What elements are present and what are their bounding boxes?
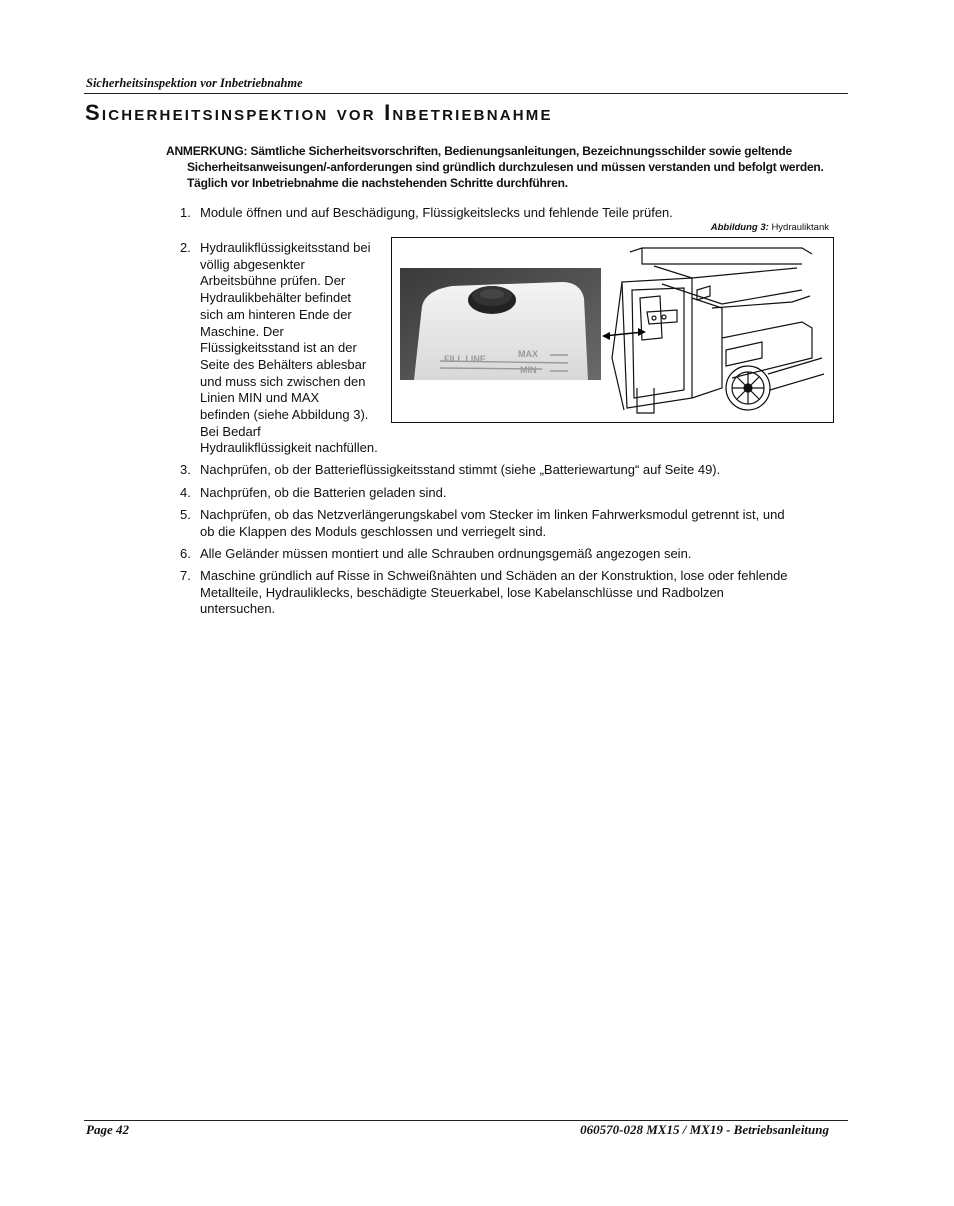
step-number: 5. [180, 507, 191, 522]
step-text: Nachprüfen, ob das Netzverlängerungskabel vom Stecker im linken Fahrwerksmodul getrennt ist, und ob die Klappen des Moduls geschlossen und verriegelt sind. [200, 507, 785, 539]
footer-rule [84, 1120, 848, 1121]
min-label: MIN [520, 365, 537, 375]
section-title: Sicherheitsinspektion vor Inbetriebnahme [85, 100, 553, 125]
step-text: Maschine gründlich auf Risse in Schweißnähten und Schäden an der Konstruktion, lose oder fehlende Metallteile, Hydrauliklecks, beschädigte Steuerkabel, lose Kabelanschlüsse und Radbolzen untersuchen. [200, 568, 788, 617]
note-label: ANMERKUNG: [166, 144, 248, 158]
step-text: Nachprüfen, ob der Batterieflüssigkeitsstand stimmt (siehe „Batteriewartung“ auf Seite 49). [200, 462, 721, 477]
step-2 [180, 240, 390, 460]
header-rule [84, 93, 848, 94]
figure-caption [711, 222, 829, 233]
note-text: Sämtliche Sicherheitsvorschriften, Bedienungsanleitungen, Bezeichnungsschilder sowie geltende Sicherheitsanweisungen/-anforderungen sind gründlich durchzulesen und müssen verstanden und befolgt werden. Täglich vor Inbetriebnahme die nachstehenden Schritte durchführen. [187, 144, 824, 190]
figure-caption-text: Hydrauliktank [771, 222, 829, 233]
note-block [166, 143, 846, 191]
step-text: Nachprüfen, ob die Batterien geladen sind. [200, 485, 447, 500]
machine-drawing [612, 248, 824, 413]
step-number: 6. [180, 546, 191, 561]
tank-photo [400, 268, 601, 380]
step-text: Hydraulikflüssigkeitsstand bei völlig abgesenkter Arbeitsbühne prüfen. Der Hydraulikbehälter befindet sich am hinteren Ende der Maschine. Der Flüssigkeitsstand ist an der Seite des Behälters ablesbar und muss sich zwischen den Linien MIN und MAX befinden (siehe Abbildung 3). Bei Bedarf Hydraulikflüssigkeit nachfüllen. [200, 240, 378, 456]
document-id: 060570-028 MX15 / MX19 - Betriebsanleitung [580, 1122, 829, 1137]
fill-line-label: FILL LINE [444, 354, 486, 364]
figure-caption-label: Abbildung 3: [710, 222, 769, 233]
max-label: MAX [518, 349, 538, 359]
figure-hydraulic-tank [391, 237, 834, 423]
step-number: 1. [180, 205, 191, 220]
step-number: 4. [180, 485, 191, 500]
step-number: 3. [180, 462, 191, 477]
step-text: Module öffnen und auf Beschädigung, Flüssigkeitslecks und fehlende Teile prüfen. [200, 205, 673, 220]
step-text: Alle Geländer müssen montiert und alle Schrauben ordnungsgemäß angezogen sein. [200, 546, 692, 561]
figure-illustration [392, 238, 833, 422]
step-number: 7. [180, 568, 191, 583]
step-number: 2. [180, 240, 191, 255]
page-number: Page 42 [86, 1122, 129, 1137]
running-header: Sicherheitsinspektion vor Inbetriebnahme [86, 76, 303, 90]
